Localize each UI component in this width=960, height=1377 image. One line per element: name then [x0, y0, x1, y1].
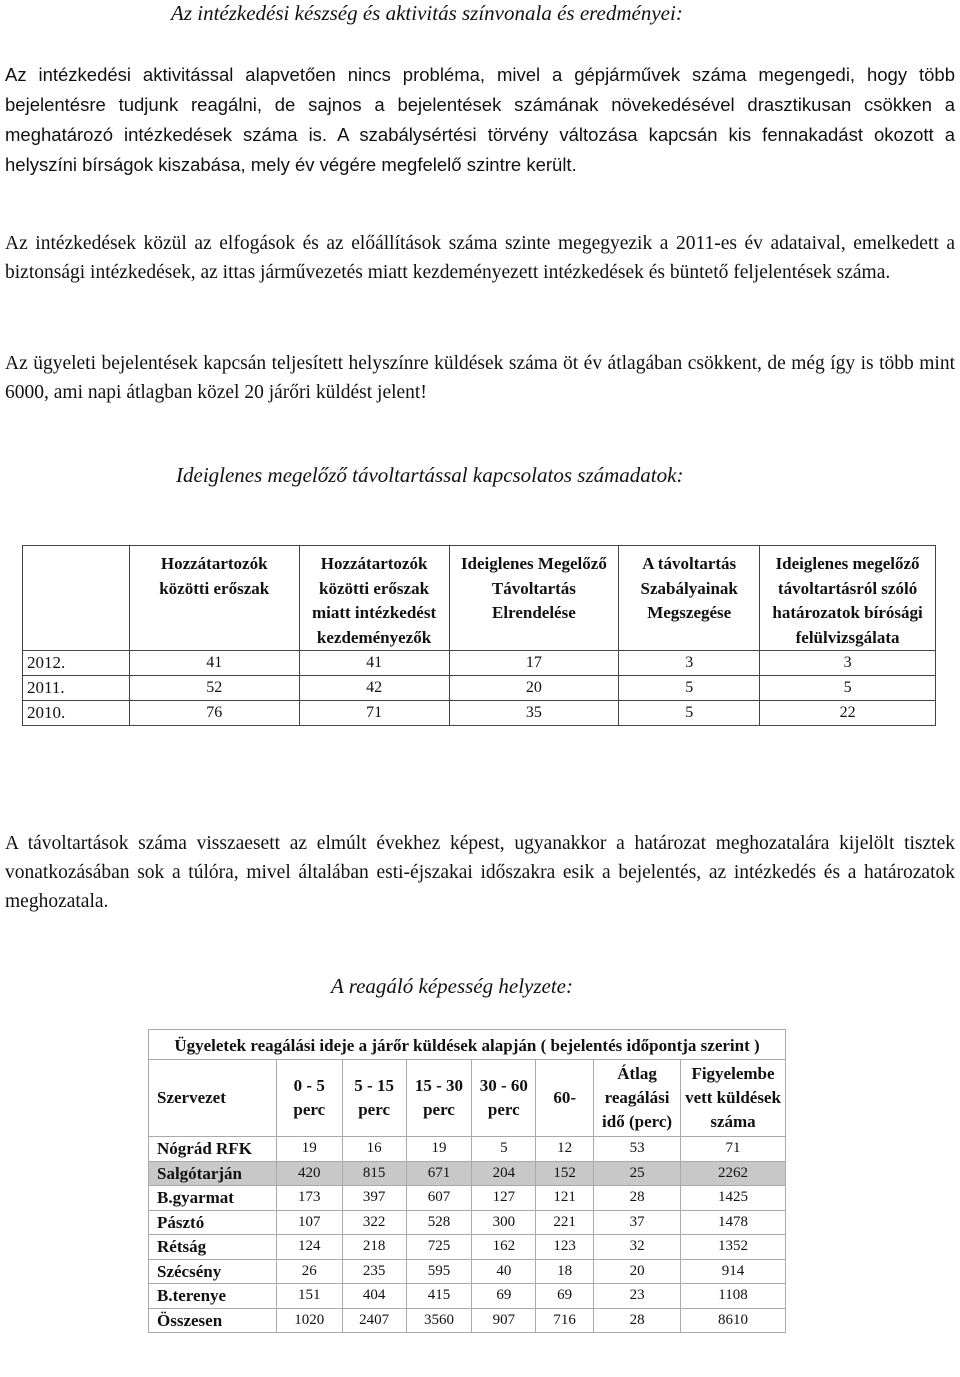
- table-cell: 17: [449, 651, 619, 676]
- table-cell: 322: [342, 1210, 406, 1235]
- table-cell: 404: [342, 1284, 406, 1309]
- table-header-cell: 60-: [536, 1060, 594, 1137]
- table-cell: 1020: [276, 1308, 342, 1333]
- table-header-cell: Ideiglenes Megelőző Távoltartás Elrendelése: [449, 546, 619, 651]
- table-cell: 221: [536, 1210, 594, 1235]
- table-cell: 28: [594, 1308, 681, 1333]
- table-header-row: [149, 1060, 786, 1137]
- table-cell: Rétság: [149, 1235, 277, 1260]
- table-cell: 3: [760, 651, 936, 676]
- table-cell: 26: [276, 1259, 342, 1284]
- table-cell: Pásztó: [149, 1210, 277, 1235]
- tavoltartas-table: [22, 545, 936, 726]
- table-cell: 18: [536, 1259, 594, 1284]
- section-heading-tavoltartas: Ideiglenes megelőző távoltartással kapcsolatos számadatok:: [176, 463, 684, 487]
- table-cell: 151: [276, 1284, 342, 1309]
- table-header-cell: A távoltartás Szabályainak Megszegése: [619, 546, 760, 651]
- table-cell: 2407: [342, 1308, 406, 1333]
- table-cell: 2011.: [23, 676, 130, 701]
- table-cell: 8610: [681, 1308, 786, 1333]
- table-header-cell: 30 - 60 perc: [472, 1060, 536, 1137]
- table-header-cell: Ideiglenes megelőző távoltartásról szóló határozatok bírósági felülvizsgálata: [760, 546, 936, 651]
- table-cell: 2010.: [23, 701, 130, 726]
- table-cell: 3560: [406, 1308, 472, 1333]
- table-cell: 40: [472, 1259, 536, 1284]
- table-row: [149, 1161, 786, 1186]
- table-row: [23, 651, 936, 676]
- paragraph-tavoltartasok: A távoltartások száma visszaesett az elmúlt évekhez képest, ugyanakkor a határozat meghozatalára kijelölt tisztek vonatkozásában sok a túlóra, mivel általában esti-éjszakai időszakra esik a bejelentés, az intézkedés és a határozatok meghozatala.: [5, 833, 955, 912]
- table-cell: 2012.: [23, 651, 130, 676]
- table-header-cell: 15 - 30 perc: [406, 1060, 472, 1137]
- table-cell: 123: [536, 1235, 594, 1260]
- table-header-cell: 5 - 15 perc: [342, 1060, 406, 1137]
- table-cell: 32: [594, 1235, 681, 1260]
- table-cell: B.gyarmat: [149, 1186, 277, 1211]
- table-row: [149, 1137, 786, 1162]
- table-cell: 107: [276, 1210, 342, 1235]
- table-cell: 53: [594, 1137, 681, 1162]
- table-cell: 16: [342, 1137, 406, 1162]
- table-cell: 671: [406, 1161, 472, 1186]
- table-cell: 815: [342, 1161, 406, 1186]
- table-cell: 1425: [681, 1186, 786, 1211]
- table-cell: 69: [536, 1284, 594, 1309]
- table-cell: 173: [276, 1186, 342, 1211]
- table-cell: 37: [594, 1210, 681, 1235]
- table-cell: 19: [276, 1137, 342, 1162]
- table-cell: Salgótarján: [149, 1161, 277, 1186]
- table-cell: 725: [406, 1235, 472, 1260]
- table-row: [149, 1186, 786, 1211]
- table-cell: 204: [472, 1161, 536, 1186]
- table-cell: 52: [129, 676, 299, 701]
- table-header-cell: 0 - 5 perc: [276, 1060, 342, 1137]
- table-header-cell: Hozzátartozók közötti erőszak miatt intézkedést kezdeményezők: [299, 546, 449, 651]
- table-cell: 162: [472, 1235, 536, 1260]
- table-caption: Ügyeletek reagálási ideje a járőr küldések alapján ( bejelentés időpontja szerint ): [149, 1030, 786, 1060]
- table-cell: 124: [276, 1235, 342, 1260]
- section-heading-reagalo: A reagáló képesség helyzete:: [331, 974, 573, 998]
- table-cell: 235: [342, 1259, 406, 1284]
- table-cell: 69: [472, 1284, 536, 1309]
- table-cell: 28: [594, 1186, 681, 1211]
- table-cell: 71: [681, 1137, 786, 1162]
- table-cell: 218: [342, 1235, 406, 1260]
- table-cell: 5: [472, 1137, 536, 1162]
- table-cell: 907: [472, 1308, 536, 1333]
- table-row: [149, 1259, 786, 1284]
- table-header-cell: Szervezet: [149, 1060, 277, 1137]
- table-row: [23, 676, 936, 701]
- table-cell: 415: [406, 1284, 472, 1309]
- table-cell: 397: [342, 1186, 406, 1211]
- table-row: [23, 701, 936, 726]
- table-cell: 20: [594, 1259, 681, 1284]
- table-cell: 71: [299, 701, 449, 726]
- table-cell: 1352: [681, 1235, 786, 1260]
- reagalasi-table: [148, 1029, 786, 1333]
- table-cell: 2262: [681, 1161, 786, 1186]
- table-cell: 300: [472, 1210, 536, 1235]
- table-cell: 5: [619, 676, 760, 701]
- table-cell: 41: [129, 651, 299, 676]
- table-cell: 41: [299, 651, 449, 676]
- table-cell: B.terenye: [149, 1284, 277, 1309]
- paragraph-elfogasok: Az intézkedések közül az elfogások és az előállítások száma szinte megegyezik a 2011-es év adataival, emelkedett a biztonsági intézkedések, az ittas járművezetés miatt kezdeményezett intézkedések és büntető feljelentések száma.: [5, 233, 955, 283]
- table-header-cell: Figyelembe vett küldések száma: [681, 1060, 786, 1137]
- table-cell: 19: [406, 1137, 472, 1162]
- table-cell: 23: [594, 1284, 681, 1309]
- paragraph-aktivitas: [5, 60, 955, 180]
- table-row: [149, 1308, 786, 1333]
- table-cell: 127: [472, 1186, 536, 1211]
- table-header-cell: [23, 546, 130, 651]
- table-cell: 5: [619, 701, 760, 726]
- table-header-cell: Átlag reagálási idő (perc): [594, 1060, 681, 1137]
- table-cell: 5: [760, 676, 936, 701]
- table-cell: 1478: [681, 1210, 786, 1235]
- table-cell: 121: [536, 1186, 594, 1211]
- paragraph-ugyeleti: Az ügyeleti bejelentések kapcsán teljesített helyszínre küldések száma öt év átlagában csökkent, de még így is több mint 6000, ami napi átlagban közel 20 járőri küldést jelent!: [5, 353, 955, 403]
- table-cell: 22: [760, 701, 936, 726]
- table-header-cell: Hozzátartozók közötti erőszak: [129, 546, 299, 651]
- table-row: [149, 1210, 786, 1235]
- table-row: [149, 1284, 786, 1309]
- table-cell: 12: [536, 1137, 594, 1162]
- table-cell: 607: [406, 1186, 472, 1211]
- table-cell: 1108: [681, 1284, 786, 1309]
- table-cell: 152: [536, 1161, 594, 1186]
- table-cell: Szécsény: [149, 1259, 277, 1284]
- table-cell: 20: [449, 676, 619, 701]
- section-heading-intezkedesi: Az intézkedési készség és aktivitás színvonala és eredményei:: [171, 1, 683, 25]
- table-cell: 35: [449, 701, 619, 726]
- table-row: [149, 1235, 786, 1260]
- table-cell: 42: [299, 676, 449, 701]
- table-cell: Nógrád RFK: [149, 1137, 277, 1162]
- paragraph-aktivitas-text: Az intézkedési aktivitással alapvetően nincs probléma, mivel a gépjárművek száma megengedi, hogy több bejelentésre tudjunk reagálni, de sajnos a bejelentések számának növekedésével drasztikusan csökken a meghatározó intézkedések száma is. A szabálysértési törvény változása kapcsán kis fennakadást okozott a helyszíni bírságok kiszabása, mely év végére megfelelő szintre került.: [5, 64, 955, 175]
- table-cell: 595: [406, 1259, 472, 1284]
- table-cell: 3: [619, 651, 760, 676]
- table-cell: 25: [594, 1161, 681, 1186]
- table-cell: Összesen: [149, 1308, 277, 1333]
- table-cell: 528: [406, 1210, 472, 1235]
- table-header-row: [23, 546, 936, 651]
- table-cell: 420: [276, 1161, 342, 1186]
- table-cell: 76: [129, 701, 299, 726]
- table-cell: 914: [681, 1259, 786, 1284]
- table-cell: 716: [536, 1308, 594, 1333]
